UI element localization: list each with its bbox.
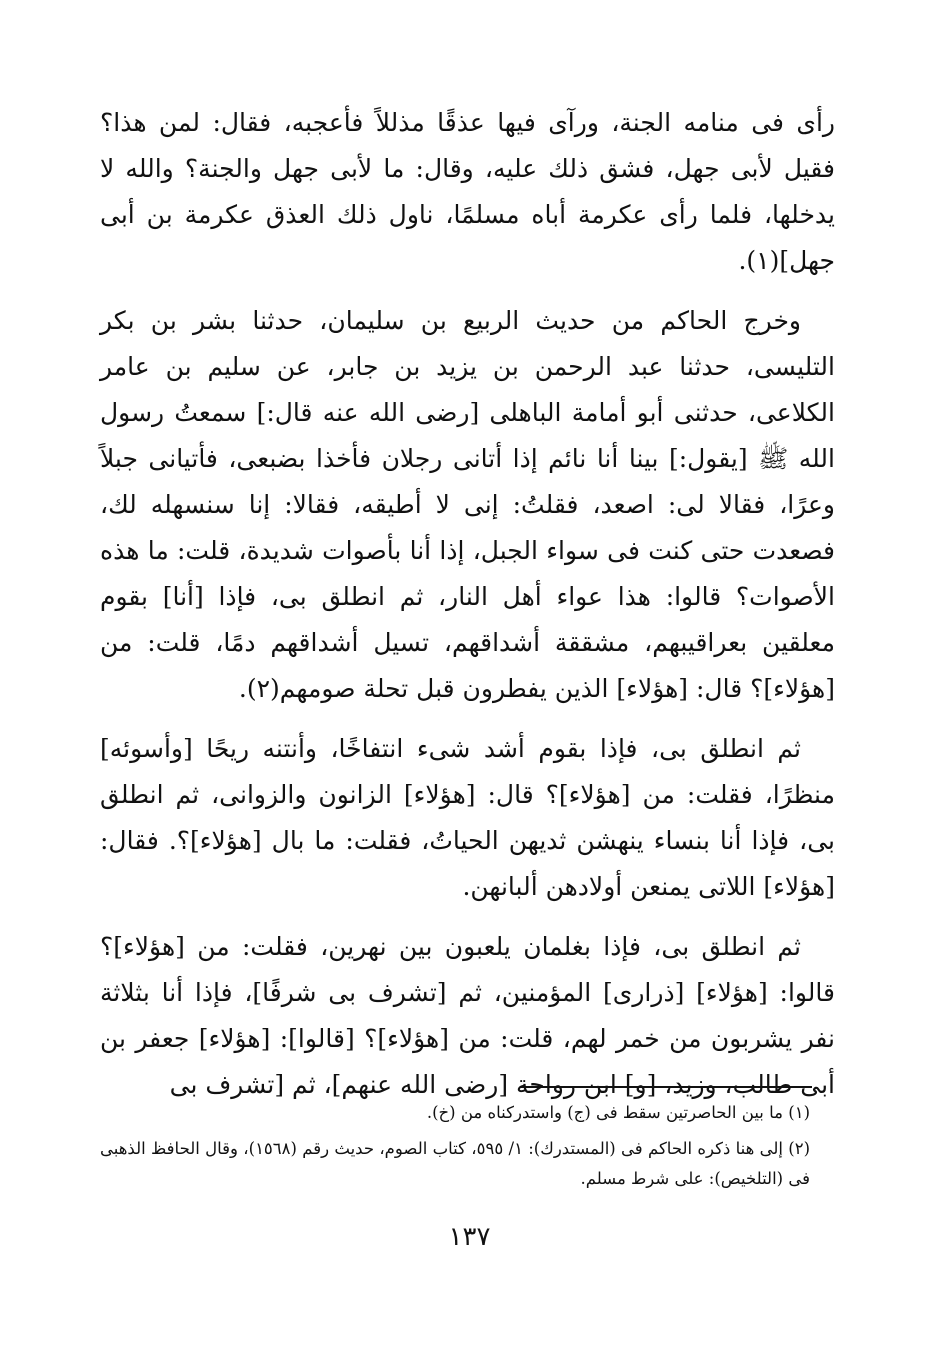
- footnote-2: (٢) إلى هنا ذكره الحاكم فى (المستدرك): ١/ ٥٩٥، كتاب الصوم، حديث رقم (١٥٦٨)، وقال الحافظ الذهبى فى (التلخيص): على شرط مسلم.: [100, 1139, 811, 1188]
- paragraph-1: رأى فى منامه الجنة، ورآى فيها عذقًا مذللاً فأعجبه، فقال: لمن هذا؟ فقيل لأبى جهل، فشق ذلك عليه، وقال: ما لأبى جهل والجنة؟ والله لا يدخلها، فلما رأى عكرمة أباه مسلمًا، ناول ذلك العذق عكرمة بن أبى جهل](١).: [100, 108, 835, 275]
- paragraph-3: ثم انطلق بى، فإذا بقوم أشد شىء انتفاخًا، وأنتنه ريحًا [وأسوئه] منظرًا، فقلت: من [هؤلاء]؟ قال: [هؤلاء] الزانون والزوانى، ثم انطلق بى، فإذا أنا بنساء ينهشن ثديهن الحياتُ، فقلت: ما بال [هؤلاء]؟. فقال: [هؤلاء] اللاتى يمنعن أولادهن ألبانهن.: [100, 734, 835, 901]
- paragraph-4: ثم انطلق بى، فإذا بغلمان يلعبون بين نهرين، فقلت: من [هؤلاء]؟ قالوا: [هؤلاء] [ذرارى] المؤمنين، ثم [تشرف بى شرفًا]، فإذا أنا بثلاثة نفر يشربون من خمر لهم، قلت: من [هؤلاء]؟ [قالوا]: [هؤلاء] جعفر بن أبى طالب، وزيد، [و] ابن رواحة [رضى الله عنهم]، ثم [تشرف بى: [100, 932, 835, 1099]
- page-number: ١٣٧: [448, 1222, 491, 1252]
- footnote-1: (١) ما بين الحاصرتين سقط فى (ج) واستدركناه من (خ).: [426, 1103, 810, 1122]
- paragraph-2: وخرج الحاكم من حديث الربيع بن سليمان، حدثنا بشر بن بكر التليسى، حدثنا عبد الرحمن بن يزيد بن جابر، عن سليم بن عامر الكلاعى، حدثنى أبو أمامة الباهلى [رضى الله عنه قال:] سمعتُ رسول الله ﷺ [يقول:] بينا أنا نائم إذا أتانى رجلان فأخذا بضبعى، فأتيانى جبلاً وعرًا، فقالا لى: اصعد، فقلتُ: إنى لا أطيقه، فقالا: إنا سنسهله لك، فصعدت حتى كنت فى سواء الجبل، إذا أنا بأصوات شديدة، قلت: ما هذه الأصوات؟ قالوا: هذا عواء أهل النار، ثم انطلق بى، فإذا [أنا] بقوم معلقين بعراقيبهم، مشققة أشداقهم، تسيل أشداقهم دمًا، قلت: من [هؤلاء]؟ قال: [هؤلاء] الذين يفطرون قبل تحلة صومهم(٢).: [100, 306, 835, 703]
- footnotes: [100, 1098, 810, 1200]
- footnote-separator: [520, 1086, 812, 1088]
- main-text: [100, 100, 835, 1122]
